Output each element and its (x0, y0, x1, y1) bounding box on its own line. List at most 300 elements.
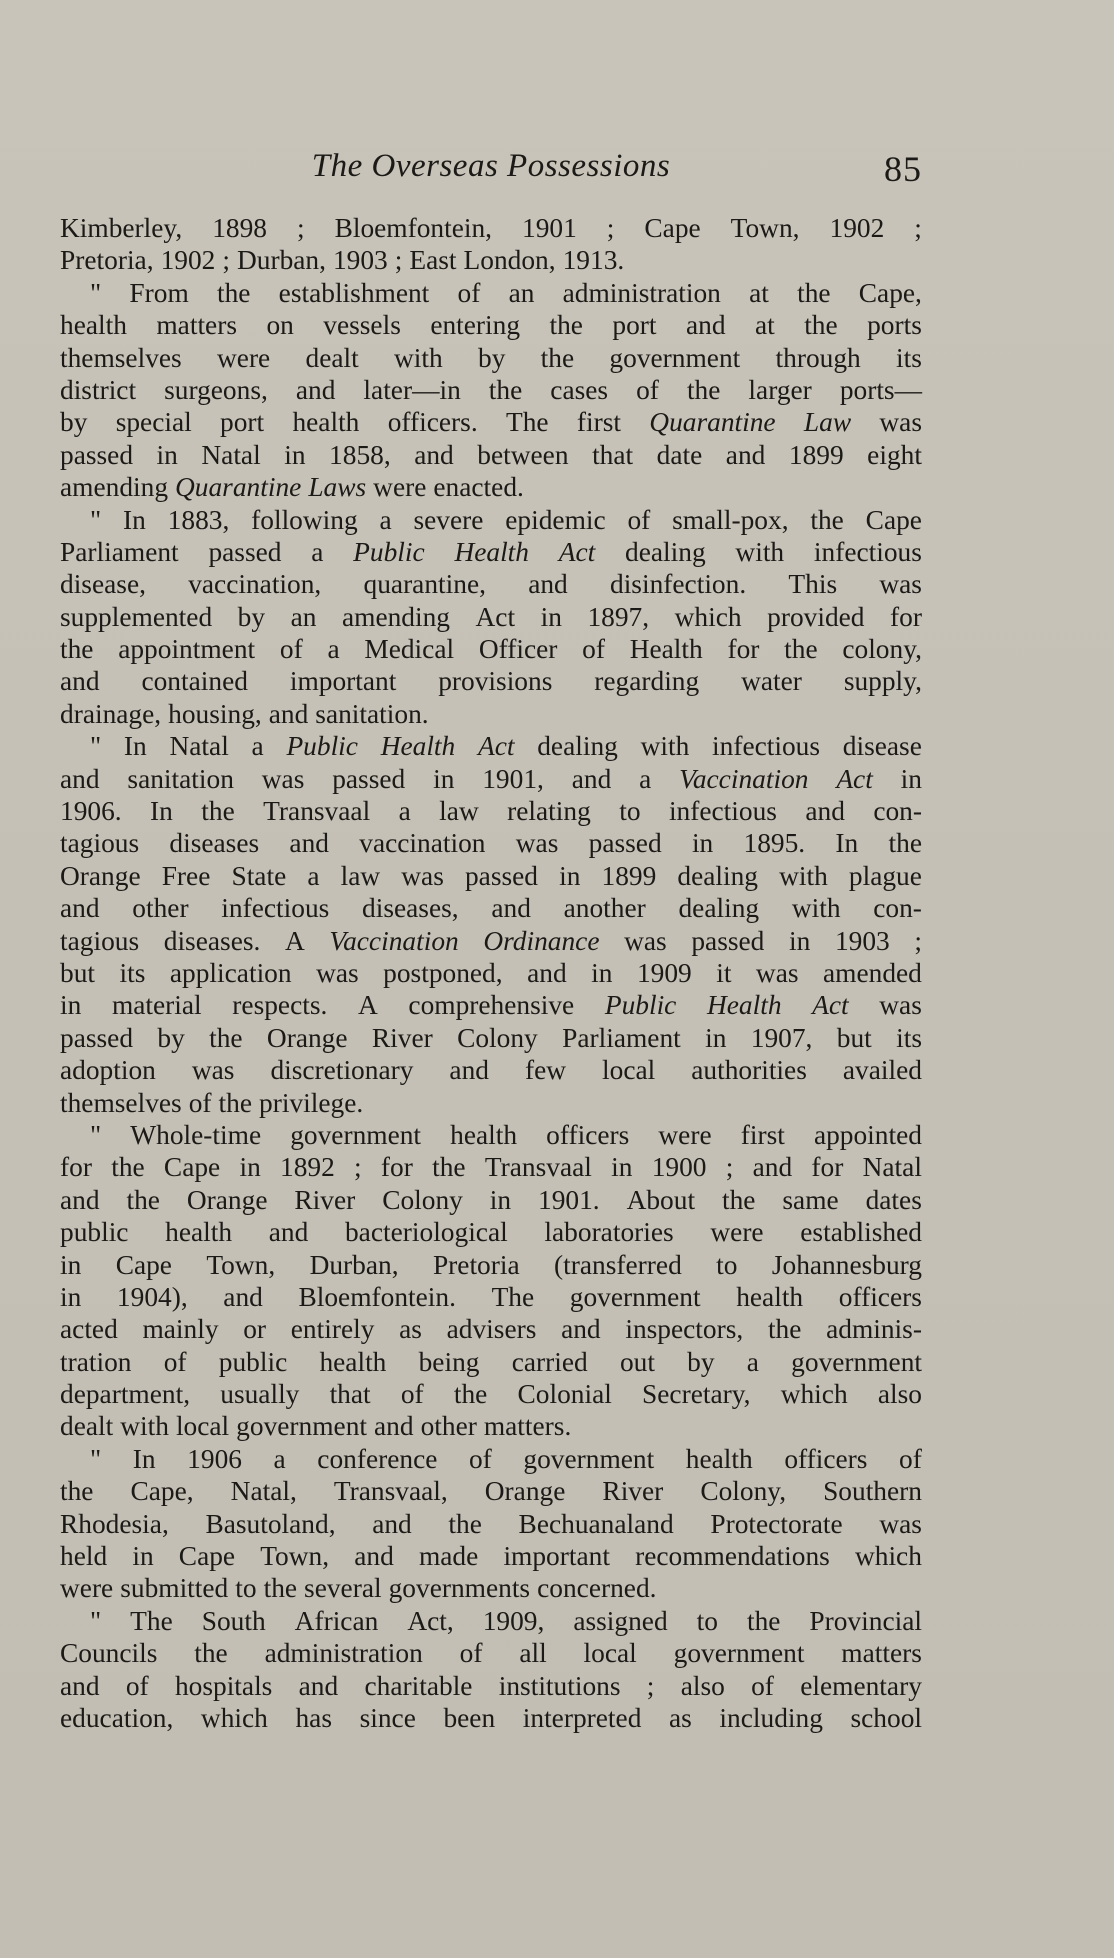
word: 1899 (788, 439, 844, 470)
word: was (261, 763, 305, 794)
word: Health (629, 634, 703, 665)
word: was (879, 990, 922, 1021)
word: River (602, 1476, 664, 1507)
word: and (298, 1670, 339, 1701)
italic-word: Act (477, 731, 515, 762)
word: Cape (163, 1152, 221, 1183)
word: Transvaal, (333, 1476, 448, 1507)
word: governments (388, 1573, 531, 1604)
word: another (563, 893, 646, 924)
italic-word: Act (812, 990, 849, 1021)
word: a (307, 860, 320, 891)
word: establishment (278, 277, 430, 308)
word: Cape (178, 1541, 236, 1572)
text-line (60, 1151, 922, 1183)
word: Free (161, 860, 211, 891)
text-line (60, 1637, 922, 1669)
word: and (268, 698, 309, 729)
word: were (658, 1119, 712, 1150)
word: since (359, 1702, 416, 1733)
word: Durban, (309, 1249, 399, 1280)
word: ; (354, 1152, 362, 1183)
word: matters (841, 1638, 922, 1669)
word: the (448, 1508, 482, 1539)
word: Bechuanaland (518, 1508, 674, 1539)
word: and (374, 1411, 414, 1442)
text-line (60, 244, 922, 276)
text-line (60, 795, 922, 827)
word: dealing (625, 536, 706, 567)
word: 1897, (587, 601, 650, 632)
word: its (896, 342, 922, 373)
word: health (60, 310, 127, 341)
word: comprehensive (408, 990, 575, 1021)
word: special (115, 407, 192, 438)
word: Colonial (517, 1379, 612, 1410)
word: and (60, 763, 100, 794)
text-line (60, 1572, 922, 1604)
word: which (200, 1702, 268, 1733)
word: a (251, 731, 264, 762)
word: Natal (201, 439, 261, 470)
word: Parliament (562, 1022, 681, 1053)
italic-word: Act (558, 536, 596, 567)
word: and (561, 1314, 601, 1345)
word: ; (646, 1670, 655, 1701)
word: in (900, 763, 922, 794)
word: which (674, 601, 742, 632)
word: in (540, 601, 562, 632)
word: charitable (364, 1670, 473, 1701)
word: the (721, 1184, 756, 1215)
word: sanitation (127, 763, 234, 794)
word: usually (220, 1379, 300, 1410)
word: the (60, 1476, 94, 1507)
word: cases (550, 374, 609, 405)
word: conference (317, 1443, 438, 1474)
word: South (201, 1605, 266, 1636)
text-line (60, 439, 922, 471)
word: Secretary, (642, 1379, 751, 1410)
word: government (236, 1411, 367, 1442)
word: The (505, 407, 549, 438)
word: or (243, 1314, 267, 1345)
word: and (60, 666, 100, 697)
word: diseases, (362, 893, 459, 924)
word: availed (842, 1055, 922, 1086)
text-line (60, 1475, 922, 1507)
word: the (216, 277, 251, 308)
word: public (218, 1346, 288, 1377)
word: plague (848, 860, 922, 891)
word: the (767, 1314, 802, 1345)
word: the (784, 634, 818, 665)
word: with (779, 860, 828, 891)
word: dates (865, 1184, 922, 1215)
word: law (340, 860, 381, 891)
word: and (725, 439, 766, 470)
text-line (60, 309, 922, 341)
word: assigned (573, 1605, 668, 1636)
italic-word: Law (803, 407, 852, 438)
word: con- (873, 893, 922, 924)
word: 1899 (601, 860, 657, 891)
word: in (559, 860, 581, 891)
text-line (60, 1508, 922, 1540)
word: in (705, 1022, 727, 1053)
word: tagious (60, 925, 140, 956)
word: was (191, 1055, 235, 1086)
word: Natal (169, 731, 229, 762)
word: Orange (186, 1184, 268, 1215)
word: Transvaal (484, 1152, 592, 1183)
word: also (877, 1379, 922, 1410)
word: acted (60, 1314, 118, 1345)
word: with (735, 536, 785, 567)
word: other (420, 1411, 477, 1442)
word: (transferred (554, 1249, 682, 1280)
word: were (60, 1573, 114, 1604)
word: was (401, 860, 444, 891)
word: elementary (800, 1670, 922, 1701)
word: officers. (387, 407, 478, 438)
word: Southern (823, 1476, 922, 1507)
word: matters. (483, 1411, 572, 1442)
word: Bloemfontein. (298, 1281, 456, 1312)
word: been (443, 1702, 496, 1733)
word: were (710, 1217, 764, 1248)
word: relating (507, 796, 591, 827)
word: first (576, 407, 621, 438)
word: ; (914, 925, 922, 956)
word: the (888, 828, 922, 859)
word: between (477, 439, 569, 470)
word: an (508, 277, 535, 308)
word: the (810, 504, 844, 535)
word: 1902 (829, 213, 885, 243)
word: 1895. (743, 828, 806, 859)
text-line (60, 1670, 922, 1702)
page-number: 85 (884, 149, 922, 189)
word: out (619, 1346, 655, 1377)
text-line (60, 827, 922, 859)
word: dealing (677, 860, 758, 891)
word: administration (264, 1638, 423, 1669)
word: Medical (364, 634, 455, 665)
text-line (60, 698, 922, 730)
word: River (294, 1184, 356, 1215)
word: 1909 (636, 957, 692, 988)
word: postponed, (383, 957, 503, 988)
word: the (488, 374, 523, 405)
word: including (719, 1702, 823, 1733)
word: in (691, 828, 714, 859)
word: held (60, 1541, 108, 1572)
word: Provincial (809, 1605, 922, 1636)
text-line (60, 1087, 922, 1119)
word: for (380, 1152, 413, 1183)
word: port (220, 407, 265, 438)
word: later—in (363, 374, 461, 405)
word: for (60, 1152, 92, 1183)
word: carried (511, 1346, 588, 1377)
word: " (90, 504, 102, 535)
word: health (292, 407, 360, 438)
word: the (60, 634, 94, 665)
word: health (736, 1281, 804, 1312)
word: being (418, 1346, 480, 1377)
word: 1907, (750, 1022, 813, 1053)
word: " (90, 1119, 102, 1150)
word: a (398, 796, 411, 827)
word: all (519, 1638, 547, 1669)
word: amended (823, 957, 922, 988)
word: passed (588, 828, 662, 859)
word: the (549, 310, 583, 341)
word: About (626, 1184, 696, 1215)
italic-word: Ordinance (483, 925, 600, 956)
word: was (755, 957, 799, 988)
word: of (582, 634, 605, 665)
word: disease, (60, 569, 146, 600)
italic-word: Act (836, 763, 873, 794)
word: authorities (691, 1055, 807, 1086)
paragraph-first-line (60, 730, 922, 762)
word: mainly (142, 1314, 219, 1345)
word: at (749, 277, 769, 308)
word: " (90, 277, 102, 308)
word: A (284, 925, 305, 956)
word: Town, (730, 213, 800, 243)
word: officers (546, 1119, 630, 1150)
word: In (835, 828, 859, 859)
word: Town, (206, 1249, 276, 1280)
word: surgeons, (164, 374, 268, 405)
word: recommendations (635, 1541, 830, 1572)
word: a (746, 1346, 759, 1377)
paragraph-first-line (60, 1443, 922, 1475)
word: 1901. (538, 1184, 600, 1215)
text-line (60, 665, 922, 697)
word: other (132, 893, 189, 924)
word: Transvaal (263, 796, 371, 827)
text-line (60, 406, 922, 438)
word: first (740, 1119, 785, 1150)
word: of (899, 1443, 922, 1474)
word: passed (60, 1022, 134, 1053)
word: In (132, 1443, 156, 1474)
word: diseases (169, 828, 260, 859)
word: and (528, 569, 568, 600)
word: dealing (537, 731, 618, 762)
word: in (591, 957, 613, 988)
text-line (60, 212, 922, 244)
word: the (453, 1379, 488, 1410)
word: Parliament (60, 536, 179, 567)
word: by (478, 342, 506, 373)
word: Whole-time (130, 1119, 262, 1150)
word: infectious (221, 893, 330, 924)
word: Basutoland, (205, 1508, 336, 1539)
word: few (524, 1055, 567, 1086)
word: privilege. (259, 1087, 364, 1118)
word: respects. (232, 990, 328, 1021)
word: Pretoria, (60, 245, 154, 276)
word: and (491, 893, 531, 924)
word: in (60, 1281, 82, 1312)
word: a (327, 634, 340, 665)
word: hospitals (174, 1670, 273, 1701)
word: administration (562, 277, 721, 308)
word: vaccination, (188, 569, 322, 600)
word: school (850, 1702, 922, 1733)
word: was (316, 957, 359, 988)
word: in (132, 1541, 154, 1572)
text-line (60, 601, 922, 633)
running-head (60, 148, 922, 188)
word: was (879, 1508, 922, 1539)
word: Councils (60, 1638, 158, 1669)
word: passed (332, 763, 406, 794)
word: passed (60, 439, 134, 470)
word: tagious (60, 828, 140, 859)
word: 1913. (562, 245, 625, 276)
word: government (791, 1346, 922, 1377)
word: Colony (457, 1022, 538, 1053)
word: which (780, 1379, 848, 1410)
italic-word: Public (604, 990, 677, 1021)
word: 1858, (329, 439, 391, 470)
word: and (449, 1055, 489, 1086)
running-title: The Overseas Possessions (311, 148, 671, 184)
word: has (295, 1702, 332, 1733)
word: " (90, 731, 102, 762)
word: 1903 (332, 245, 388, 276)
word: amending (60, 472, 169, 503)
word: appointment (118, 634, 256, 665)
word: larger (748, 374, 812, 405)
word: a (639, 763, 652, 794)
word: with (791, 893, 841, 924)
word: and (295, 374, 336, 405)
word: 1906. (60, 796, 122, 827)
word: Colony (382, 1184, 463, 1215)
body-text (60, 212, 922, 1734)
word: laboratories (544, 1217, 674, 1248)
word: severe (413, 504, 484, 535)
word: health (165, 1217, 233, 1248)
word: advisers (446, 1314, 537, 1345)
word: 1892 (280, 1152, 335, 1183)
word: department, (60, 1379, 191, 1410)
word: ; (914, 213, 922, 243)
paragraph-first-line (60, 1605, 922, 1637)
word: Protectorate (710, 1508, 843, 1539)
word: public (60, 1217, 129, 1248)
text-line (60, 1378, 922, 1410)
word: by (157, 1022, 185, 1053)
word: the (686, 374, 721, 405)
word: London, (463, 245, 556, 276)
word: contained (141, 666, 248, 697)
word: local (602, 1055, 656, 1086)
text-line (60, 763, 922, 795)
text-line (60, 633, 922, 665)
word: government (569, 1281, 701, 1312)
word: ; (394, 245, 403, 276)
word: " (90, 1443, 102, 1474)
word: by (687, 1346, 715, 1377)
word: of (627, 504, 651, 535)
word: established (800, 1217, 922, 1248)
italic-word: Quarantine (649, 407, 776, 438)
word: on (266, 310, 294, 341)
word: passed (691, 925, 765, 956)
word: officers (838, 1281, 922, 1312)
word: concerned. (537, 1573, 657, 1604)
word: the (218, 1087, 253, 1118)
italic-word: Vaccination (679, 763, 809, 794)
word: but (60, 957, 96, 988)
word: and (289, 828, 329, 859)
word: at (754, 310, 775, 341)
word: to (696, 1605, 718, 1636)
word: infectious (712, 731, 821, 762)
word: infectious (813, 536, 922, 567)
word: Orange (266, 1022, 348, 1053)
word: In (123, 504, 146, 535)
text-line (60, 1054, 922, 1086)
word: diseases. (163, 925, 261, 956)
word: district (60, 374, 137, 405)
word: in (489, 1184, 512, 1215)
word: of (279, 634, 303, 665)
word: with (394, 342, 443, 373)
word: of (751, 1670, 774, 1701)
word: and (571, 763, 612, 794)
word: government (523, 1443, 655, 1474)
word: important (289, 666, 397, 697)
word: by (237, 601, 266, 632)
word: date (656, 439, 703, 470)
word: vaccination (359, 828, 486, 859)
word: to (235, 1573, 257, 1604)
word: ; (606, 213, 615, 243)
word: African (294, 1605, 379, 1636)
word: important (503, 1541, 610, 1572)
word: entirely (290, 1314, 375, 1345)
italic-word: Laws (308, 472, 367, 503)
word: tration (60, 1346, 132, 1377)
word: and (752, 1152, 793, 1183)
word: submitted (120, 1573, 229, 1604)
word: in (239, 1152, 261, 1183)
word: housing, (168, 698, 262, 729)
word: Act (475, 601, 516, 632)
word: In (150, 796, 173, 827)
word: and (60, 1184, 100, 1215)
word: of (468, 1443, 492, 1474)
word: ; (725, 1152, 734, 1183)
word: of (188, 1087, 212, 1118)
word: provisions (438, 666, 553, 697)
word: Officer (478, 634, 558, 665)
word: 1902 (160, 245, 216, 276)
word: provided (767, 601, 865, 632)
word: drainage, (60, 698, 162, 729)
word: 1883, (167, 504, 230, 535)
text-line (60, 1702, 922, 1734)
